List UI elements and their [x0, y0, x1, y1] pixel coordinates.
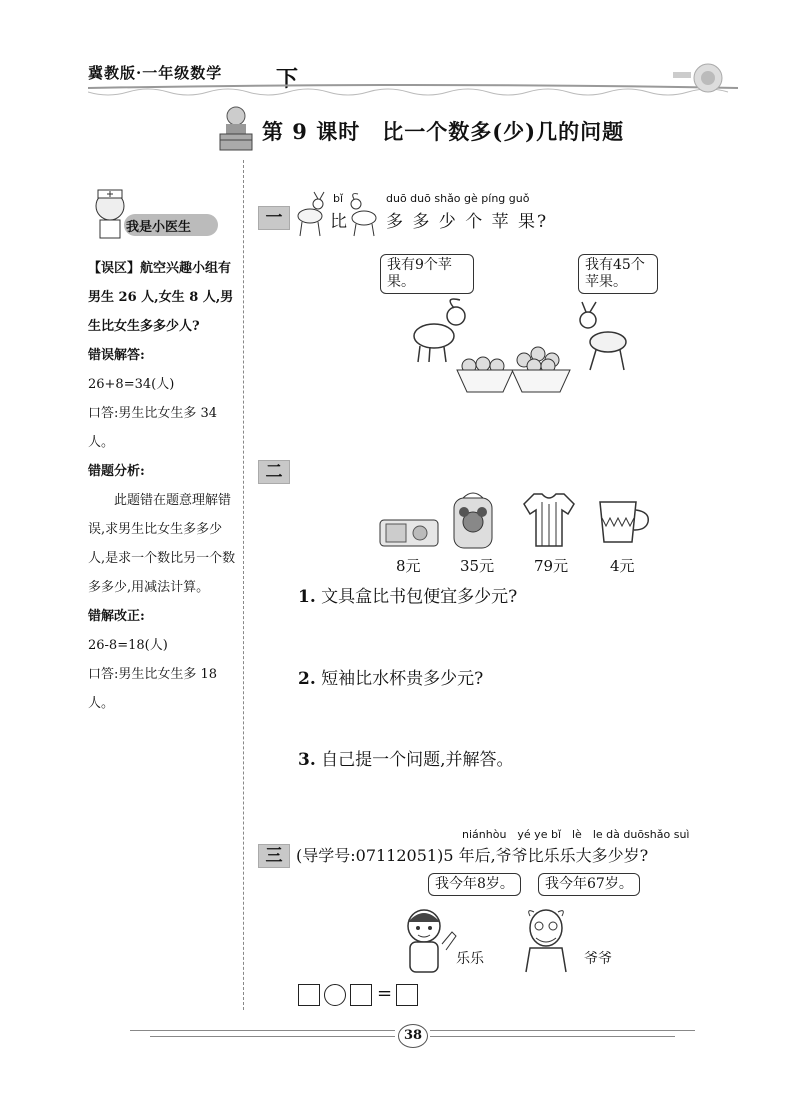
- q3-badge: 三: [258, 844, 290, 868]
- sidebar-badge: 我是小医生: [126, 220, 192, 235]
- wrong-heading: 错误解答:: [88, 348, 145, 363]
- footer-line-right-1: [430, 1030, 695, 1031]
- q1-pinyin: duō duō shǎo gè píng guǒ: [386, 192, 530, 205]
- footer-line-left-1: [130, 1030, 395, 1031]
- deer-icon: [572, 300, 642, 372]
- q2-badge: 二: [258, 460, 290, 484]
- analysis-text: 此题错在题意理解错误,求男生比女生多多少人,是求一个数比另一个数多多少,用减法计算。: [88, 493, 236, 595]
- q2-sub-1-text: 文具盒比书包便宜多少元?: [321, 587, 518, 607]
- q1-text-bi: 比: [330, 212, 347, 232]
- page-number: 38: [398, 1024, 428, 1048]
- lele-bubble-text: 我今年8岁。: [428, 873, 521, 896]
- fix-heading: 错解改正:: [88, 609, 145, 624]
- column-divider: [243, 160, 244, 1010]
- goat-bubble-text: 我有9个苹果。: [380, 254, 474, 294]
- grandpa-bubble: [538, 873, 640, 896]
- footer-line-left-2: [150, 1036, 395, 1037]
- q2-sub-3: [298, 745, 514, 770]
- q2-sub-3-text: 自己提一个问题,并解答。: [321, 750, 514, 770]
- deer-bubble: [578, 254, 658, 294]
- apple-basket-deer-icon: [510, 344, 572, 402]
- q2-sub-2-num: 2.: [298, 669, 316, 689]
- q3-text: (导学号:07112051)5 年后,爷爷比乐乐大多少岁?: [296, 846, 649, 865]
- q2-sub-2: [298, 664, 483, 689]
- deer-bubble-text: 我有45个苹果。: [578, 254, 658, 294]
- error-area: [88, 254, 236, 341]
- grandpa-name: 爷爷: [584, 951, 612, 967]
- deer-small-icon: [292, 190, 328, 238]
- answer-box-result[interactable]: [396, 984, 418, 1006]
- fix-answer: 口答:男生比女生多 18 人。: [88, 667, 218, 711]
- teacher-podium-icon: [216, 104, 256, 154]
- q2-sub-1-num: 1.: [298, 587, 316, 607]
- q1-pinyin-bi: bǐ: [333, 192, 344, 205]
- price-schoolbag: 35元: [460, 557, 495, 575]
- header-series: 冀教版·一年级数学: [88, 64, 223, 82]
- analysis-heading: 错题分析:: [88, 464, 145, 479]
- goat-small-icon: [346, 190, 382, 238]
- goat-bubble: [380, 254, 474, 294]
- answer-box-2[interactable]: [350, 984, 372, 1006]
- q2-sub-3-num: 3.: [298, 750, 316, 770]
- header-wave: [88, 84, 738, 100]
- cup-icon: [596, 496, 652, 546]
- answer-box-1[interactable]: [298, 984, 320, 1006]
- schoolbag-icon: [448, 488, 498, 552]
- error-area-label: 【误区】: [88, 261, 141, 276]
- q3-pinyin: niánhòu yé ye bǐ lè le dà duōshǎo suì: [462, 828, 690, 841]
- q2-sub-2-text: 短袖比水杯贵多少元?: [321, 669, 484, 689]
- lele-bubble: [428, 873, 521, 896]
- answer-equals: =: [377, 983, 393, 1004]
- lesson-title: 第 9 课时 比一个数多(少)几的问题: [262, 119, 625, 144]
- q1-badge: 一: [258, 206, 290, 230]
- lele-icon: [398, 904, 458, 974]
- grandpa-icon: [516, 904, 576, 974]
- error-area-text: 航空兴趣小组有男生 26 人,女生 8 人,男生比女生多多少人?: [88, 261, 234, 334]
- grandpa-bubble-text: 我今年67岁。: [538, 873, 640, 896]
- header-decor-icon: [668, 52, 738, 94]
- footer-line-right-2: [430, 1036, 675, 1037]
- sidebar-content: [88, 254, 236, 718]
- q2-sub-1: [298, 582, 517, 607]
- price-cup: 4元: [610, 557, 635, 575]
- wrong-calc: 26+8=34(人): [88, 377, 175, 392]
- price-pencil-case: 8元: [396, 557, 421, 575]
- tshirt-icon: [520, 490, 578, 550]
- answer-operator-circle[interactable]: [324, 984, 346, 1006]
- fix-calc: 26-8=18(人): [88, 638, 168, 653]
- wrong-answer: 口答:男生比女生多 34 人。: [88, 406, 218, 450]
- pencil-case-icon: [378, 514, 440, 550]
- apple-basket-goat-icon: [455, 352, 515, 402]
- q1-text: 多 多 少 个 苹 果?: [386, 212, 549, 232]
- price-tshirt: 79元: [534, 557, 569, 575]
- lele-name: 乐乐: [456, 951, 484, 967]
- header-volume: 下: [276, 66, 299, 92]
